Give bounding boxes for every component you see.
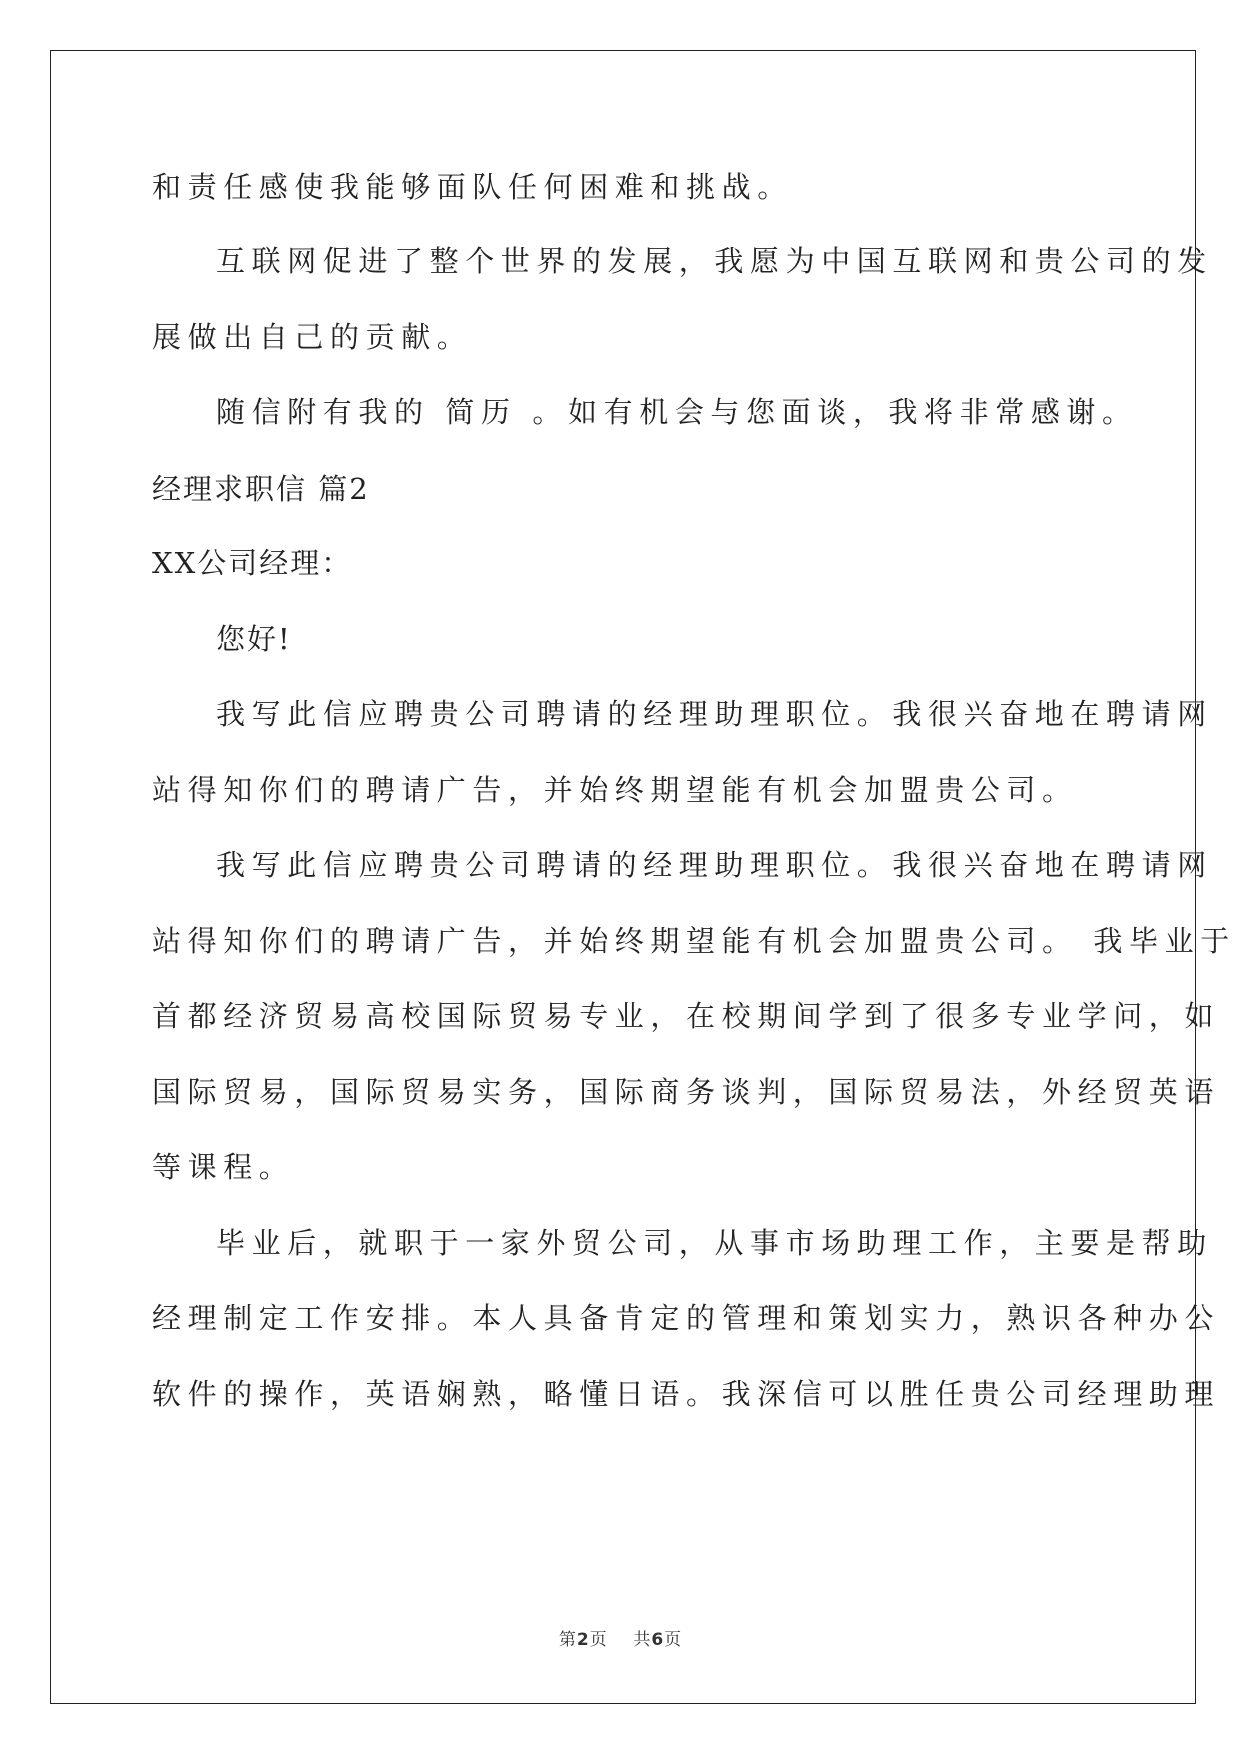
total-label-suffix: 页 (664, 1630, 683, 1650)
text-line: 毕业后，就职于一家外贸公司，从事市场助理工作，主要是帮助 (216, 1226, 1213, 1260)
total-pages: 6 (651, 1630, 665, 1650)
text-line: 随信附有我的 简历 。如有机会与您面谈，我将非常感谢。 (216, 395, 1138, 429)
salutation: XX公司经理： (152, 546, 353, 580)
text-line: 站得知你们的聘请广告，并始终期望能有机会加盟贵公司。 (152, 773, 1078, 807)
text-line: 站得知你们的聘请广告，并始终期望能有机会加盟贵公司。 我毕业于 (152, 924, 1236, 958)
page-label-suffix: 页 (589, 1630, 608, 1650)
greeting: 您好! (216, 622, 292, 656)
page-number: 2 (576, 1630, 590, 1650)
text-line: 展做出自己的贡献。 (152, 320, 473, 354)
text-line: 首都经济贸易高校国际贸易专业，在校期间学到了很多专业学问，如 (152, 999, 1221, 1033)
text-line: 我写此信应聘贵公司聘请的经理助理职位。我很兴奋地在聘请网 (216, 848, 1213, 882)
text-line: 经理制定工作安排。本人具备肯定的管理和策划实力，熟识各种办公 (152, 1301, 1221, 1335)
text-line: 我写此信应聘贵公司聘请的经理助理职位。我很兴奋地在聘请网 (216, 697, 1213, 731)
text-line: 互联网促进了整个世界的发展，我愿为中国互联网和贵公司的发 (216, 244, 1213, 278)
section-heading: 经理求职信 篇2 (152, 472, 370, 506)
text-line: 和责任感使我能够面队任何困难和挑战。 (152, 170, 793, 204)
text-line: 等课程。 (152, 1150, 295, 1184)
text-line: 软件的操作，英语娴熟，略懂日语。我深信可以胜任贵公司经理助理 (152, 1377, 1221, 1411)
page-footer (0, 1625, 1241, 1650)
total-label-prefix: 共 (633, 1630, 652, 1650)
page-label-prefix: 第 (558, 1630, 577, 1650)
text-line: 国际贸易，国际贸易实务，国际商务谈判，国际贸易法，外经贸英语 (152, 1075, 1221, 1109)
